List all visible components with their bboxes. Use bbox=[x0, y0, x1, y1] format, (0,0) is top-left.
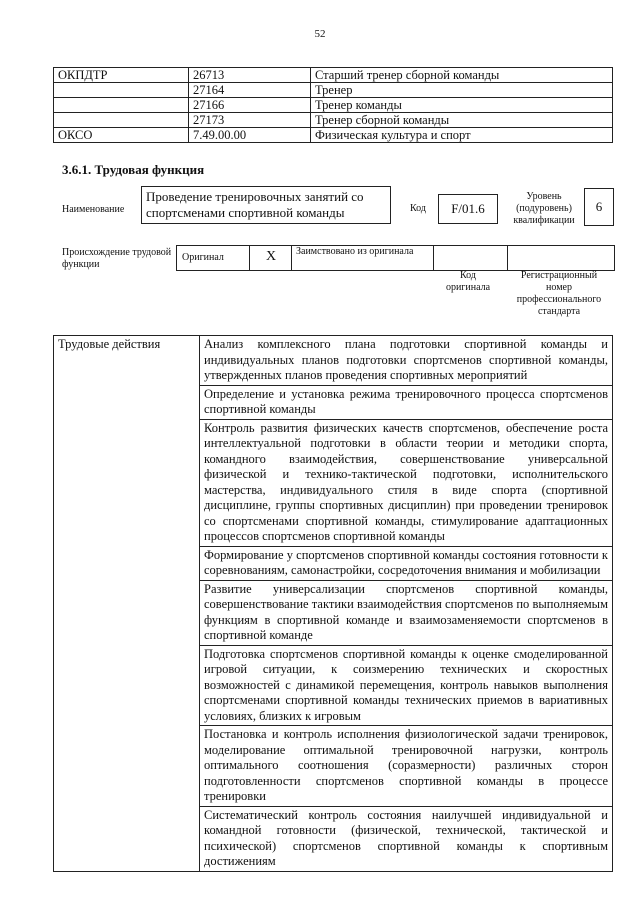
code-cell: 27173 bbox=[189, 113, 311, 128]
actions-header: Трудовые действия bbox=[54, 336, 200, 872]
title-cell: Старший тренер сборной команды bbox=[311, 68, 613, 83]
original-cell bbox=[177, 246, 250, 270]
title-cell: Физическая культура и спорт bbox=[311, 128, 613, 143]
code-cell: 26713 bbox=[189, 68, 311, 83]
borrowed-cell bbox=[292, 246, 434, 270]
code-cell: 7.49.00.00 bbox=[189, 128, 311, 143]
classifier-codes-table bbox=[53, 67, 613, 143]
level-box: 6 bbox=[584, 188, 614, 226]
level-label: Уровень (подуровень) квалификации bbox=[513, 191, 575, 226]
list-item: Формирование у спортсменов спортивной команды состояния готовности к соревнованиям, самонастройки, сосредоточения внимания и мобилизации bbox=[200, 546, 613, 580]
original-code-cell bbox=[434, 246, 508, 270]
original-code-caption: Код оригинала bbox=[445, 270, 491, 293]
table-row bbox=[54, 83, 613, 98]
classifier-cell: ОКПДТР bbox=[54, 68, 189, 83]
classifier-cell bbox=[54, 98, 189, 113]
title-cell: Тренер команды bbox=[311, 98, 613, 113]
table-row bbox=[54, 336, 613, 386]
code-label: Код bbox=[410, 203, 426, 214]
list-item: Подготовка спортсменов спортивной команды к оценке смоделированной игровой ситуации, к соизмерению технических и скоростных возможностей с динамикой перемещения, контроль навыков выполнения спортсменами спортивной команды технических приемов в вариативных условиях, близких к игровым bbox=[200, 645, 613, 726]
list-item: Контроль развития физических качеств спортсменов, обеспечение роста интеллектуальной подготовки в области теории и методики спорта, командного взаимодействия, совершенствование универсальной физической и технико-тактической подготовки, исполнительского мастерства, индивидуального стиля в виде спорта (спортивной дисциплине, группы спортивных дисциплин) при проведении тренировок со спортсменами спортивной команды, стимулирование адаптационных процессов спортсменов спортивной команды bbox=[200, 419, 613, 546]
table-row bbox=[54, 98, 613, 113]
table-row bbox=[54, 68, 613, 83]
list-item: Анализ комплексного плана подготовки спортивной команды и индивидуальных планов подготовки спортсменов спортивной команды, утвержденных планов проведения спортивных мероприятий bbox=[200, 336, 613, 386]
function-name-box: Проведение тренировочных занятий со спортсменами спортивной команды bbox=[141, 186, 391, 224]
origin-label: Происхождение трудовой функции bbox=[62, 247, 172, 270]
page-number: 52 bbox=[314, 28, 326, 40]
list-item: Постановка и контроль исполнения физиологической задачи тренировок, моделирование оптимальной тренировочной нагрузки, контроль оптимального соотношения (соразмерности) различных сторон подготовленности спортсменов спортивной команды в процессе тренировки bbox=[200, 726, 613, 807]
reg-number-cell bbox=[508, 246, 614, 270]
labor-actions-table bbox=[53, 335, 613, 872]
table-row bbox=[54, 128, 613, 143]
classifier-cell: ОКСО bbox=[54, 128, 189, 143]
function-code-box: F/01.6 bbox=[438, 194, 498, 224]
original-label: Оригинал bbox=[182, 252, 224, 263]
title-cell: Тренер сборной команды bbox=[311, 113, 613, 128]
table-row bbox=[54, 113, 613, 128]
section-title: 3.6.1. Трудовая функция bbox=[62, 162, 205, 177]
classifier-cell bbox=[54, 113, 189, 128]
list-item: Определение и установка режима тренировочного процесса спортсменов спортивной команды bbox=[200, 385, 613, 419]
name-label: Наименование bbox=[62, 204, 125, 215]
origin-row bbox=[176, 245, 615, 271]
borrowed-label: Заимствовано из оригинала bbox=[296, 246, 414, 257]
list-item: Развитие универсализации спортсменов спортивной команды, совершенствование тактики взаимодействия спортсменов по выполняемым функциям в спортивной команде и взаимозаменяемости спортсменов в спортивной команде bbox=[200, 580, 613, 645]
original-mark-cell bbox=[250, 246, 292, 270]
list-item: Систематический контроль состояния наилучшей индивидуальной и командной готовности (физической, технической, тактической и психической) спортсменов спортивной команды к спортивным достижениям bbox=[200, 806, 613, 871]
original-mark: X bbox=[265, 249, 277, 264]
reg-number-caption: Регистрационный номер профессионального стандарта bbox=[516, 270, 602, 317]
title-cell: Тренер bbox=[311, 83, 613, 98]
classifier-cell bbox=[54, 83, 189, 98]
code-cell: 27166 bbox=[189, 98, 311, 113]
code-cell: 27164 bbox=[189, 83, 311, 98]
